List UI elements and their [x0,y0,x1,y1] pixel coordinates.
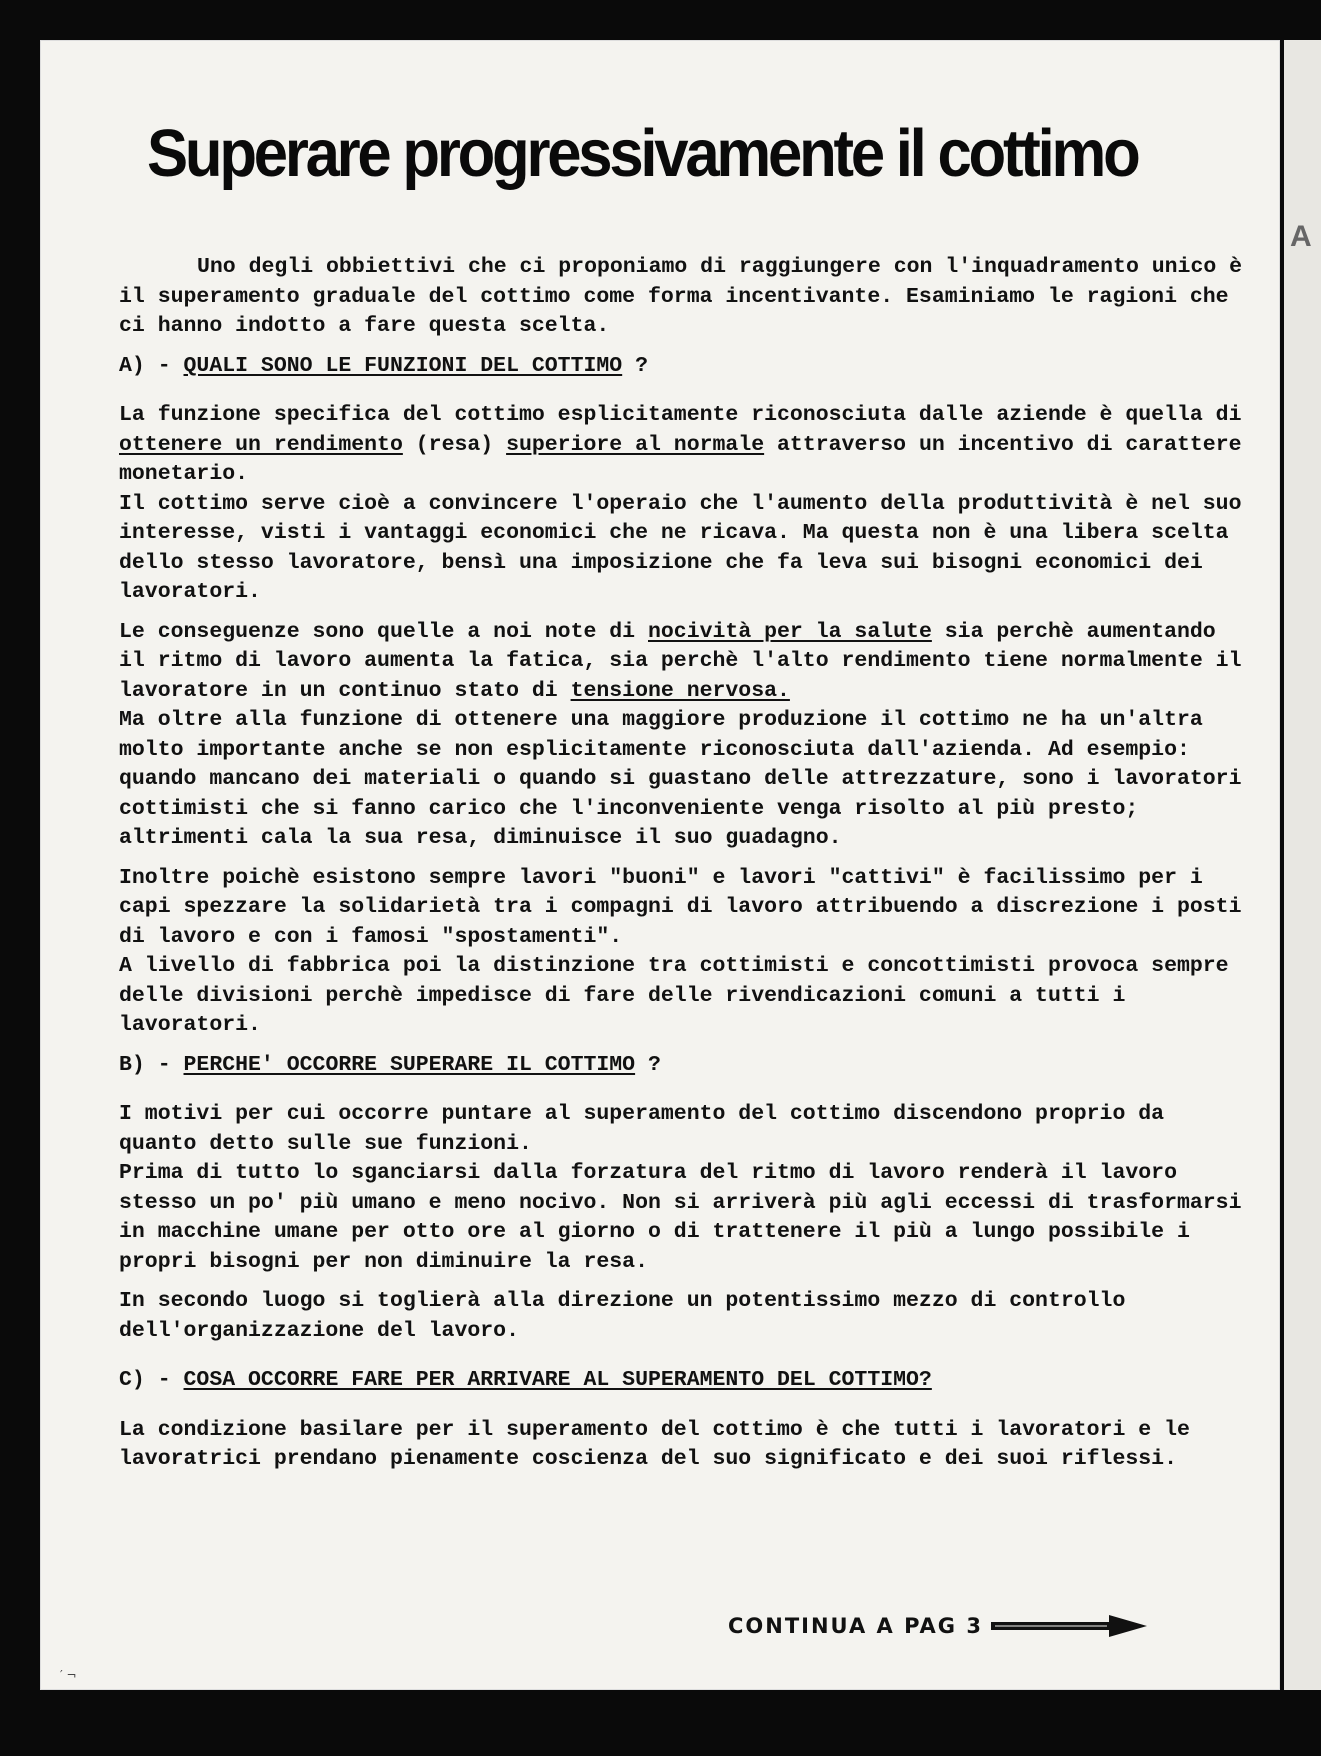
section-a-heading: A) - QUALI SONO LE FUNZIONI DEL COTTIMO ? [119,353,648,378]
section-a-paragraph-3: Le conseguenze sono quelle a noi note di nocività per la salute sia perchè aumentando il ritmo di lavoro aumenta la fatica, sia perchè l'alto rendimento tiene normalmente il lavoratore in un continuo stato di tensione nervosa. [119,619,1242,703]
adjacent-page-letter: A [1290,220,1312,253]
continue-label: CONTINUA A PAG 3 [728,1614,983,1638]
section-a-paragraph-2: Il cottimo serve cioè a convincere l'operaio che l'aumento della produttività è nel suo interesse, visti i vantaggi economici che ne ricava. Ma questa non è una libera scelta dello stesso lavoratore, bensì una imposizione che fa leva sui bisogni economici dei lavoratori. [119,491,1242,604]
article [119,115,1249,1475]
intro-paragraph: Uno degli obbiettivi che ci proponiamo di raggiungere con l'inquadramento unico è il superamento graduale del cottimo come forma incentivante. Esaminiamo le ragioni che ci hanno indotto a fare questa scelta. [119,255,1243,338]
section-c-heading: C) - COSA OCCORRE FARE PER ARRIVARE AL SUPERAMENTO DEL COTTIMO? [119,1368,932,1392]
section-b-paragraph-3: In secondo luogo si toglierà alla direzione un potentissimo mezzo di controllo dell'organizzazione del lavoro. [119,1289,1126,1343]
section-c-paragraph-1: La condizione basilare per il superamento del cottimo è che tutti i lavoratori e le lavoratrici prendano pienamente coscienza del suo significato e dei suoi riflessi. [119,1417,1190,1471]
section-b-paragraph-1: I motivi per cui occorre puntare al superamento del cottimo discendono proprio da quanto detto sulle sue funzioni. [119,1102,1165,1156]
continue-note [728,1613,1149,1639]
section-a-paragraph-4: Ma oltre alla funzione di ottenere una maggiore produzione il cottimo ne ha un'altra molto importante anche se non esplicitamente riconosciuta dall'azienda. Ad esempio: quando mancano dei materiali o quando si guastano delle attrezzature, sono i lavoratori cottimisti che si fanno carico che l'inconveniente venga risolto al più presto; altrimenti cala la sua resa, diminuisce il suo guadagno. [119,708,1242,850]
article-title: Superare progressivamente il cottimo [147,116,1138,191]
section-a-paragraph-6: A livello di fabbrica poi la distinzione tra cottimisti e concottimisti provoca sempre delle divisioni perchè impedisce di fare delle rivendicazioni comuni a tutti i lavoratori. [119,954,1229,1037]
section-a-paragraph-1: La funzione specifica del cottimo esplicitamente riconosciuta dalle aziende è quella di ottenere un rendimento (resa) superiore al normale attraverso un incentivo di carattere monetario. [119,403,1242,486]
adjacent-page-edge [1284,40,1321,1690]
arrow-right-icon [989,1613,1149,1639]
section-b-paragraph-2: Prima di tutto lo sganciarsi dalla forzatura del ritmo di lavoro renderà il lavoro stesso un po' più umano e meno nocivo. Non si arriverà più agli eccessi di trasformarsi in macchine umane per otto ore al giorno o di trattenere il più a lungo possibile i propri bisogni per non diminuire la resa. [119,1161,1242,1274]
article-body [119,253,1249,1475]
corner-mark: ′ ¬ [60,1668,77,1682]
section-a-paragraph-5: Inoltre poichè esistono sempre lavori "buoni" e lavori "cattivi" è facilissimo per i capi spezzare la solidarietà tra i compagni di lavoro attribuendo a discrezione i posti di lavoro e con i famosi "spostamenti". [119,865,1242,949]
section-b-heading: B) - PERCHE' OCCORRE SUPERARE IL COTTIMO ? [119,1052,661,1077]
